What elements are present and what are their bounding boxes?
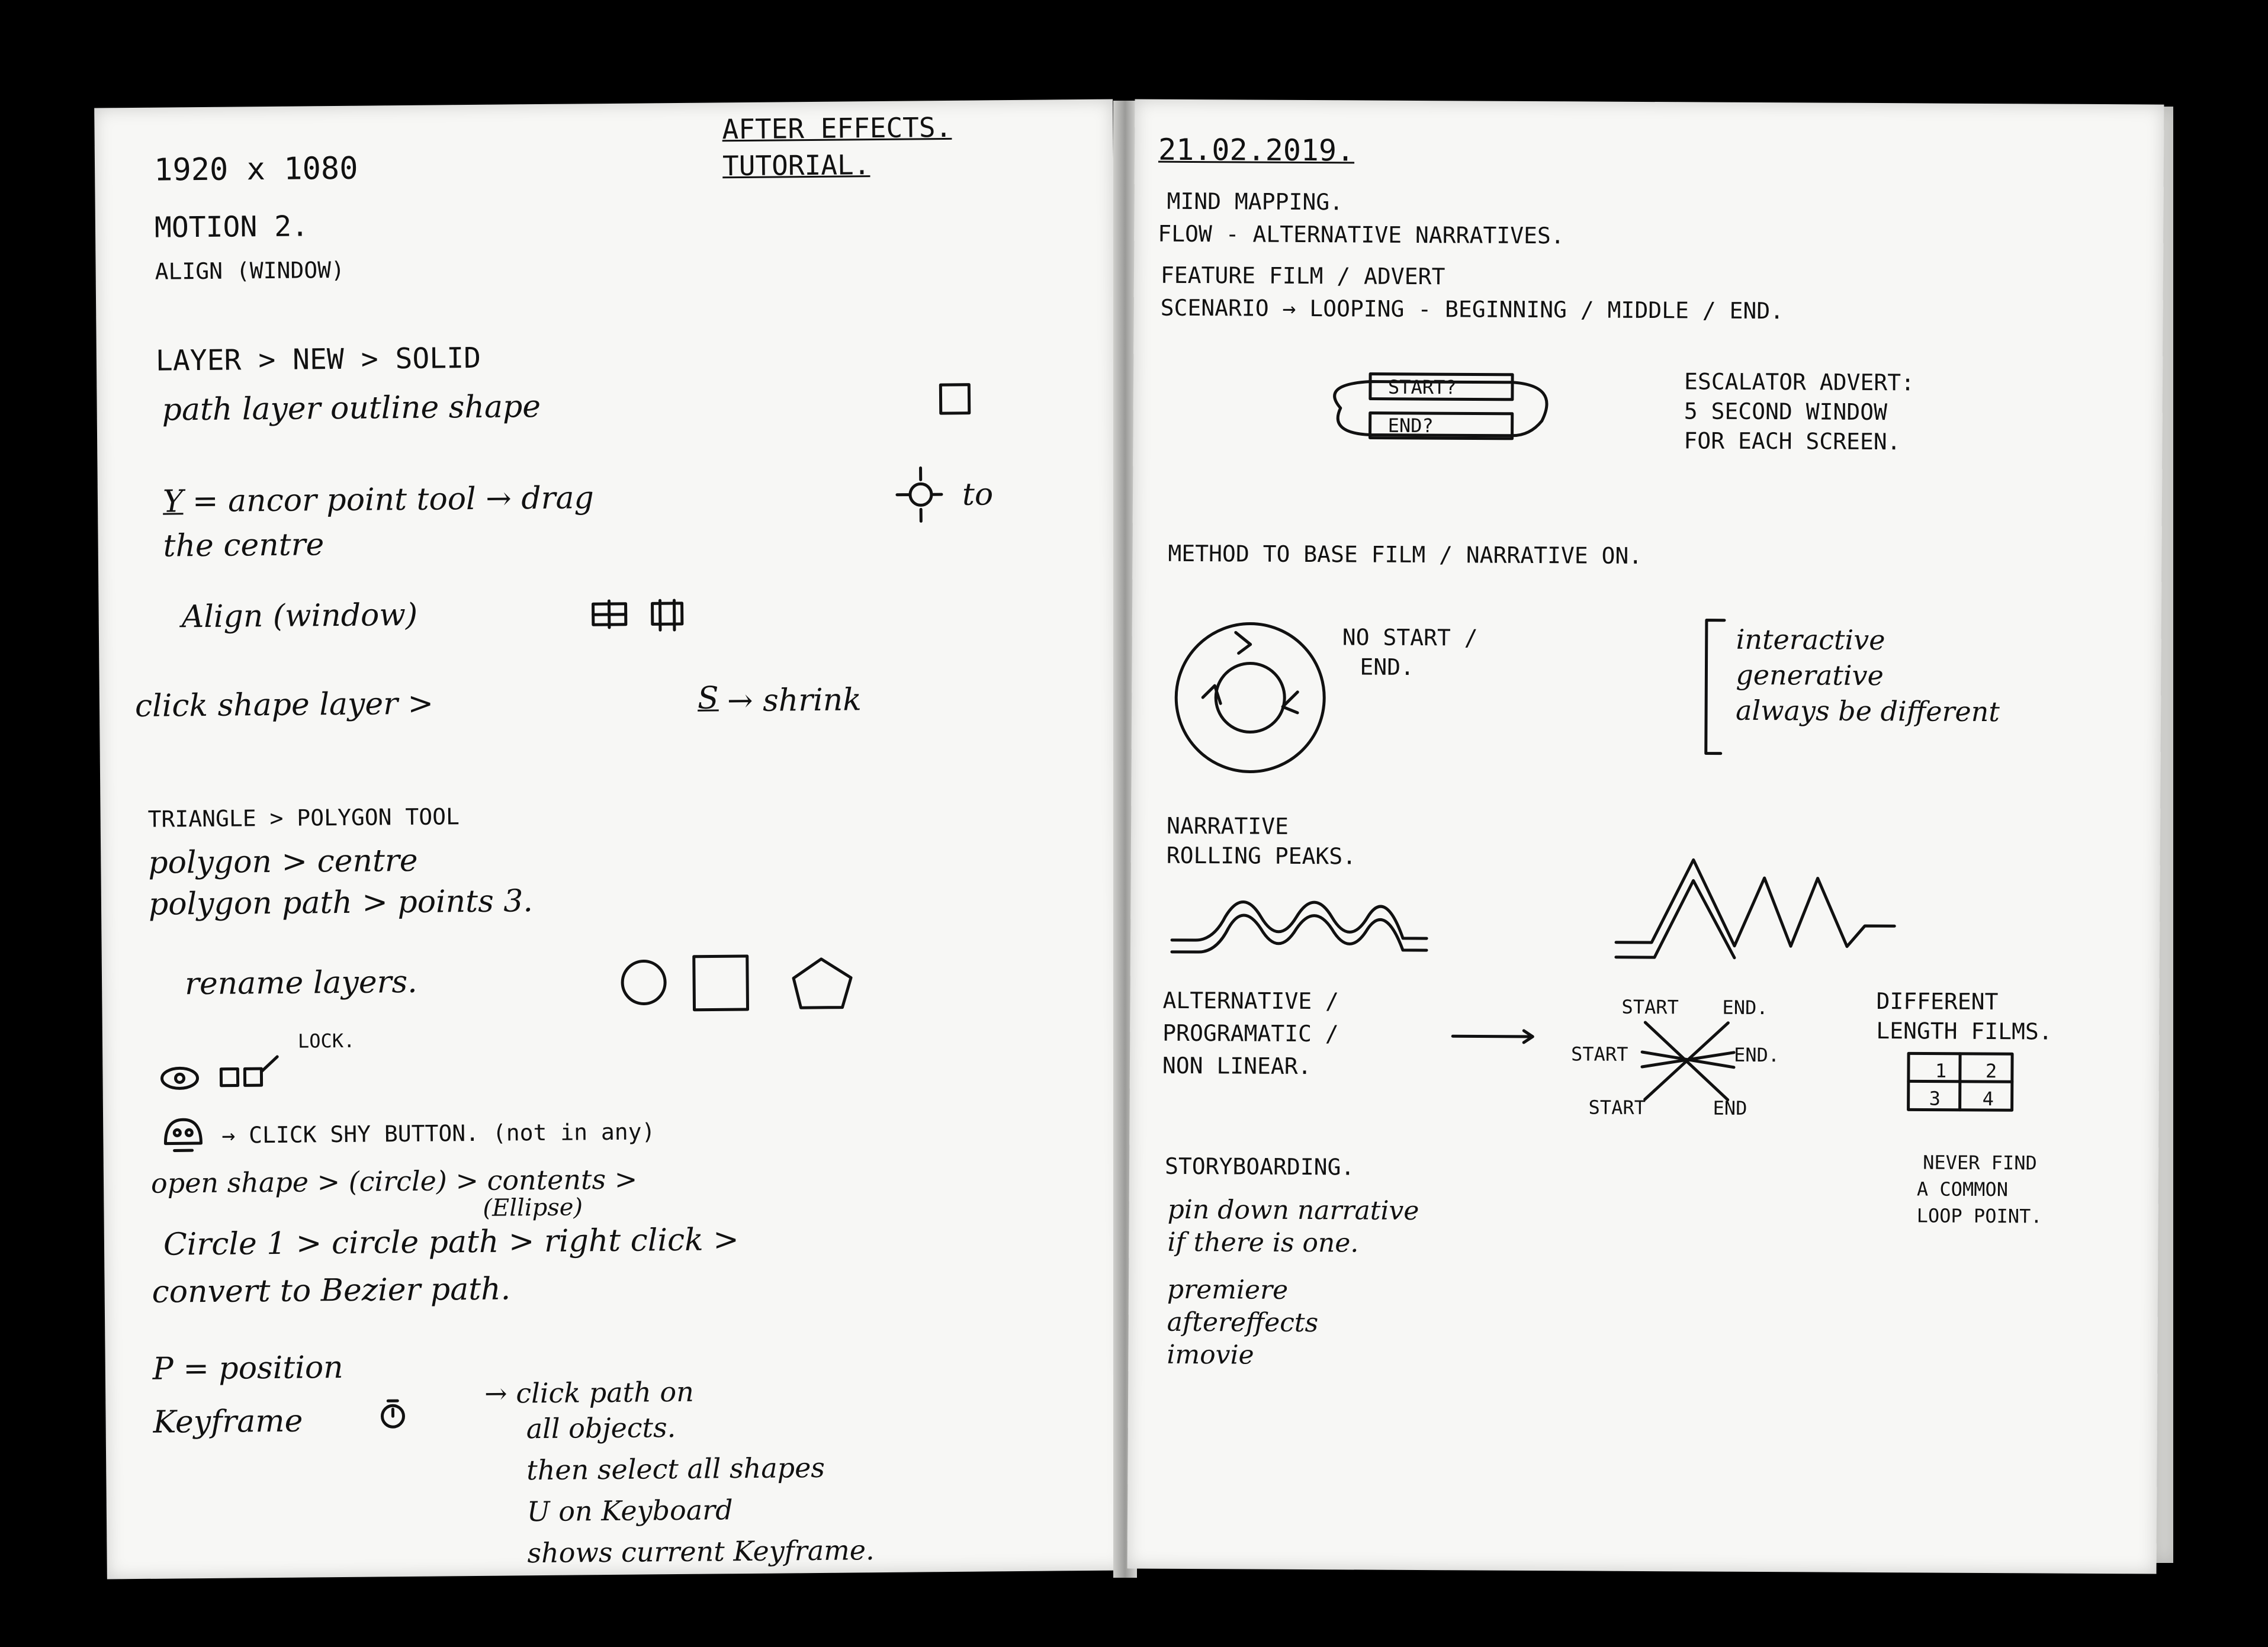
anchor-to-note: to xyxy=(962,477,994,513)
square-shape-sketch xyxy=(937,382,974,418)
narrative-line-1: NARRATIVE xyxy=(1166,812,1289,839)
cross-mid-end: END. xyxy=(1733,1043,1780,1067)
cross-mid-start: START xyxy=(1570,1043,1628,1066)
anchor-point-icon xyxy=(894,465,948,525)
lock-label: LOCK. xyxy=(297,1029,355,1053)
loop-start-label: START? xyxy=(1387,375,1457,399)
grid-number-2: 2 xyxy=(1985,1060,1997,1083)
grid-number-1: 1 xyxy=(1935,1059,1947,1082)
narrative-line-2: ROLLING PEAKS. xyxy=(1166,842,1357,870)
zigzag-peaks-sketch xyxy=(1610,842,1901,962)
scenario-note: SCENARIO → LOOPING - BEGINNING / MIDDLE / END. xyxy=(1160,294,1784,324)
shy-button-note: → CLICK SHY BUTTON. (not in any) xyxy=(221,1118,656,1149)
method-heading: METHOD TO BASE FILM / NARRATIVE ON. xyxy=(1168,540,1643,569)
escalator-line-2: 5 SECOND WINDOW xyxy=(1684,398,1888,426)
cross-top-end: END. xyxy=(1722,996,1768,1019)
escalator-line-1: ESCALATOR ADVERT: xyxy=(1684,368,1915,396)
cross-bot-end: END xyxy=(1713,1096,1747,1120)
bracket-note-2: generative xyxy=(1736,658,1884,692)
shy-button-icon xyxy=(159,1114,207,1156)
circle-square-polygon-sketch xyxy=(617,948,872,1021)
motion-note: MOTION 2. xyxy=(154,210,309,245)
triangle-polygon-note: TRIANGLE > POLYGON TOOL xyxy=(147,803,460,832)
never-find-2: A COMMON xyxy=(1916,1178,2009,1201)
crossing-lines-diagram xyxy=(1639,1016,1740,1106)
pin-down-line-2: if there is one. xyxy=(1167,1227,1359,1259)
shrink-note: → shrink xyxy=(727,682,862,719)
keyframe-step-4: U on Keyboard xyxy=(526,1494,733,1528)
notebook-left-page xyxy=(94,99,1126,1580)
film-length-grid xyxy=(1906,1050,2019,1116)
software-imovie: imovie xyxy=(1167,1339,1254,1371)
polygon-points-note: polygon path > points 3. xyxy=(148,883,534,922)
heading-tutorial: TUTORIAL. xyxy=(722,149,870,182)
path-layer-note: path layer outline shape xyxy=(162,388,541,428)
layer-new-solid-note: LAYER > NEW > SOLID xyxy=(155,341,481,378)
never-find-3: LOOP POINT. xyxy=(1916,1204,2042,1228)
align-window-note: ALIGN (WINDOW) xyxy=(155,256,345,285)
loop-end-label: END? xyxy=(1387,414,1434,438)
align-buttons-icon xyxy=(590,597,691,633)
open-shape-note: open shape > (circle) > contents > xyxy=(150,1163,638,1199)
shrink-key-s: S xyxy=(697,680,719,716)
keyframe-step-5: shows current Keyframe. xyxy=(527,1534,875,1569)
escalator-line-3: FOR EACH SCREEN. xyxy=(1684,427,1901,455)
alternative-line-1: ALTERNATIVE / xyxy=(1162,987,1339,1015)
cross-top-start: START xyxy=(1621,995,1679,1019)
stopwatch-icon xyxy=(375,1396,411,1432)
convert-bezier-note: convert to Bezier path. xyxy=(152,1271,511,1310)
anchor-centre-note: the centre xyxy=(163,527,325,564)
arrow-right xyxy=(1450,1027,1538,1046)
alternative-line-3: NON LINEAR. xyxy=(1162,1052,1312,1080)
cross-bot-start: START xyxy=(1588,1096,1646,1120)
different-length-1: DIFFERENT xyxy=(1876,988,1999,1015)
no-start-line-2: END. xyxy=(1360,654,1415,680)
pin-down-line-1: pin down narrative xyxy=(1167,1194,1419,1227)
grid-number-3: 3 xyxy=(1929,1087,1941,1110)
mind-mapping-note: MIND MAPPING. xyxy=(1167,188,1344,215)
notebook-right-page xyxy=(1127,99,2164,1574)
keyframe-step-1: → click path on xyxy=(484,1375,694,1410)
anchor-point-note: = ancor point tool → drag xyxy=(192,480,594,520)
align-window-note-2: Align (window) xyxy=(181,597,418,635)
rename-layers-note: rename layers. xyxy=(184,964,417,1002)
circle-path-note: Circle 1 > circle path > right click > xyxy=(163,1222,740,1263)
alternative-line-2: PROGRAMATIC / xyxy=(1162,1019,1339,1047)
no-start-line-1: NO START / xyxy=(1342,624,1478,651)
eye-lock-icons xyxy=(156,1054,287,1096)
rolling-peaks-wave xyxy=(1166,881,1439,965)
position-note: P = position xyxy=(152,1349,343,1387)
software-aftereffects: aftereffects xyxy=(1167,1307,1319,1339)
polygon-centre-note: polygon > centre xyxy=(148,842,418,881)
never-find-1: NEVER FIND xyxy=(1923,1151,2037,1175)
feature-film-note: FEATURE FILM / ADVERT xyxy=(1160,262,1445,290)
keyframe-step-2: all objects. xyxy=(526,1411,676,1445)
click-shape-layer-note: click shape layer > xyxy=(134,686,434,724)
ellipse-note: (Ellipse) xyxy=(483,1194,583,1222)
bracket-note-1: interactive xyxy=(1736,623,1885,657)
keyframe-note: Keyframe xyxy=(153,1403,303,1440)
different-length-2: LENGTH FILMS. xyxy=(1876,1018,2052,1045)
bracket-note-3: always be different xyxy=(1735,694,2000,728)
grid-number-4: 4 xyxy=(1982,1087,1994,1111)
loop-circle-diagram xyxy=(1161,609,1339,787)
bracket-mark xyxy=(1700,617,1730,759)
date-heading: 21.02.2019. xyxy=(1158,132,1355,168)
resolution-note: 1920 x 1080 xyxy=(153,150,358,188)
heading-after-effects: AFTER EFFECTS. xyxy=(722,111,952,146)
anchor-key-y: Y xyxy=(162,484,184,520)
flow-note: FLOW - ALTERNATIVE NARRATIVES. xyxy=(1158,220,1565,249)
software-premiere: premiere xyxy=(1167,1274,1289,1305)
keyframe-step-3: then select all shapes xyxy=(526,1451,825,1487)
storyboarding-heading: STORYBOARDING. xyxy=(1164,1153,1355,1180)
